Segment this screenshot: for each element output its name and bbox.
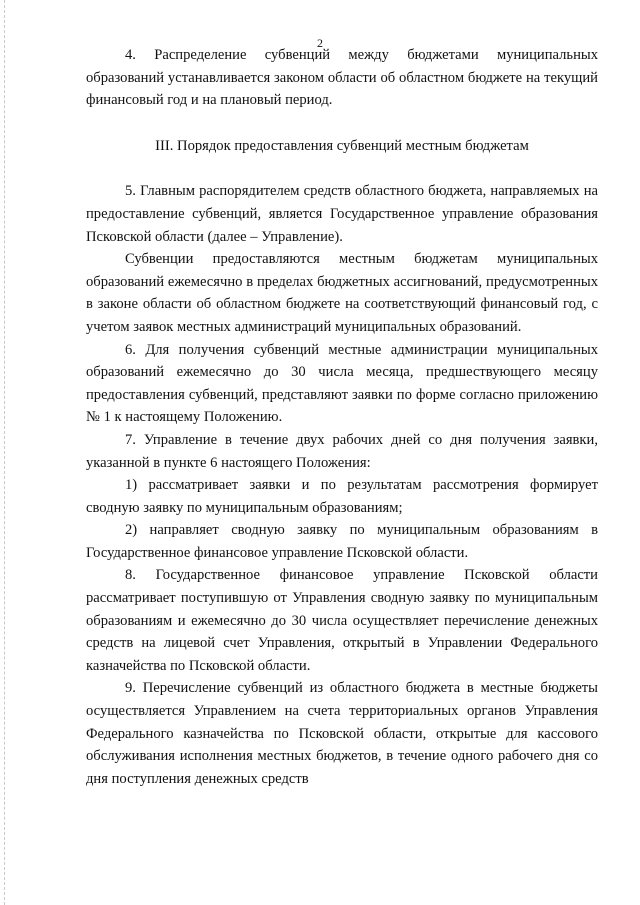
- paragraph-5-subventions: Субвенции предоставляются местным бюджетам муниципальных образований ежемесячно в пределах бюджетных ассигнований, предусмотренных в законе области об областном бюджете на соответствующий финансовый год, с учетом заявок местных администраций муниципальных образований.: [86, 251, 598, 335]
- paragraph-6: 6. Для получения субвенций местные администрации муниципальных образований ежемесячно до 30 числа месяца, предшествующего месяцу предоставления субвенций, представляют заявки по форме согласно приложению № 1 к настоящему Положению.: [86, 341, 598, 426]
- paragraph-4: 4. Распределение субвенций между бюджетами муниципальных образований устанавливается законом области об областном бюджете на текущий финансовый год и на плановый период.: [86, 47, 598, 109]
- paragraph-9: 9. Перечисление субвенций из областного бюджета в местные бюджеты осуществляется Управлением на счета территориальных органов Управления Федерального казначейства по Псковской области, открытые для кассового обслуживания исполнения местных бюджетов, в течение одного рабочего дня со дня поступления денежных средств: [86, 680, 598, 787]
- paragraph-7: 7. Управление в течение двух рабочих дней со дня получения заявки, указанной в пункте 6 настоящего Положения:: [86, 431, 598, 471]
- section-heading: III. Порядок предоставления субвенций местным бюджетам: [155, 137, 529, 154]
- paragraph-5: 5. Главным распорядителем средств областного бюджета, направляемых на предоставление субвенций, является Государственное управление образования Псковской области (далее – Управление).: [86, 183, 598, 245]
- page-edge-marks: [4, 0, 6, 905]
- paragraph-7-item-2: 2) направляет сводную заявку по муниципальным образованиям в Государственное финансовое управление Псковской области.: [86, 522, 598, 561]
- document-body: [86, 44, 598, 790]
- paragraph-7-item-1: 1) рассматривает заявки и по результатам рассмотрения формирует сводную заявку по муниципальным образованиям;: [86, 477, 598, 516]
- page-number: 2: [317, 36, 323, 50]
- paragraph-8: 8. Государственное финансовое управление Псковской области рассматривает поступившую от Управления сводную заявку по муниципальным образованиям и ежемесячно до 30 числа осуществляет перечисление денежных средств на лицевой счет Управления, открытый в Управлении Федерального казначейства по Псковской области.: [86, 567, 598, 674]
